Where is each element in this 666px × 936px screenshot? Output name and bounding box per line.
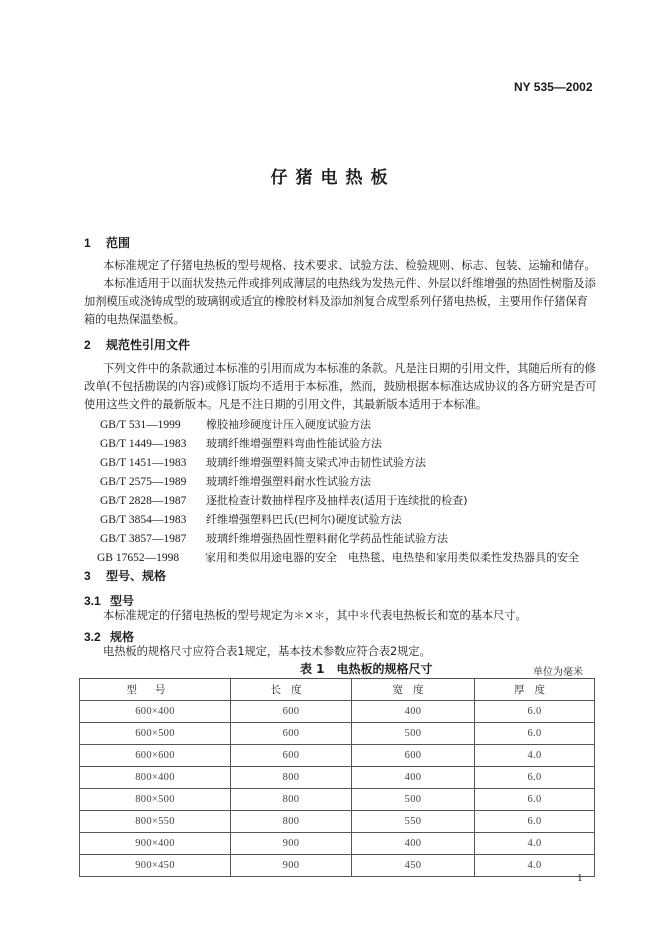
cell-thickness: 6.0 <box>475 789 595 811</box>
section-title: 规格 <box>110 630 135 644</box>
table-caption: 表 1 电热板的规格尺寸 <box>300 662 433 676</box>
reference-code: GB/T 2575—1989 <box>100 476 187 488</box>
section-2-heading <box>84 336 190 353</box>
page-number: 1 <box>577 872 583 884</box>
table-row <box>80 855 595 877</box>
section-2-paragraph-1: 下列文件中的条款通过本标准的引用而成为本标准的条款。凡是注日期的引用文件，其随后所有的修改单(不包括勘误的内容)或修订版均不适用于本标准，然而，鼓励根据本标准达成协议的各方研究是否可使用这些文件的最新版本。凡是不注日期的引用文件，其最新版本适用于本标准。 <box>84 362 597 411</box>
cell-thickness: 6.0 <box>475 723 595 745</box>
cell-model: 900×450 <box>80 855 231 877</box>
table-unit-note: 单位为毫米 <box>533 667 583 678</box>
reference-item <box>100 510 579 529</box>
reference-code: GB 17652—1998 <box>97 552 180 564</box>
reference-title: 纤维增强塑料巴氏(巴柯尔)硬度试验方法 <box>206 513 402 526</box>
reference-title: 玻璃纤维增强热固性塑料耐化学药品性能试验方法 <box>206 532 448 545</box>
section-number: 3 <box>84 569 91 583</box>
reference-title: 玻璃纤维增强塑料简支梁式冲击韧性试验方法 <box>206 456 426 469</box>
reference-title: 玻璃纤维增强塑料弯曲性能试验方法 <box>206 437 382 450</box>
reference-item <box>100 434 579 453</box>
cell-length: 600 <box>231 745 352 767</box>
reference-item <box>97 548 579 567</box>
cell-thickness: 6.0 <box>475 767 595 789</box>
section-number: 3.1 <box>84 594 101 608</box>
reference-code: GB/T 1449—1983 <box>100 438 187 450</box>
cell-thickness: 6.0 <box>475 701 595 723</box>
cell-length: 600 <box>231 723 352 745</box>
column-header-thickness: 厚度 <box>475 679 595 701</box>
section-title: 规范性引用文件 <box>106 338 191 352</box>
document-code: NY 535—2002 <box>514 80 593 94</box>
cell-length: 800 <box>231 767 352 789</box>
cell-thickness: 4.0 <box>475 833 595 855</box>
cell-width: 550 <box>352 811 475 833</box>
table-row <box>80 811 595 833</box>
reference-code: GB/T 1451—1983 <box>100 457 187 469</box>
reference-item <box>100 415 579 434</box>
table-row <box>80 767 595 789</box>
section-1-paragraph-1: 本标准规定了仔猪电热板的型号规格、技术要求、试验方法、检验规则、标志、包装、运输和储存。 <box>103 259 596 272</box>
reference-code: GB/T 531—1999 <box>100 419 181 431</box>
cell-thickness: 6.0 <box>475 811 595 833</box>
section-number: 3.2 <box>84 630 101 644</box>
cell-thickness: 4.0 <box>475 855 595 877</box>
cell-width: 400 <box>352 701 475 723</box>
section-title: 型号 <box>110 594 135 608</box>
section-number: 1 <box>84 236 91 250</box>
reference-list <box>97 415 579 567</box>
cell-model: 800×400 <box>80 767 231 789</box>
column-header-model: 型号 <box>80 679 231 701</box>
reference-item <box>100 491 579 510</box>
section-number: 2 <box>84 338 91 352</box>
cell-model: 800×550 <box>80 811 231 833</box>
reference-title: 家用和类似用途电器的安全 电热毯、电热垫和家用类似柔性发热器具的安全 <box>205 551 579 564</box>
reference-item <box>100 472 579 491</box>
cell-length: 900 <box>231 855 352 877</box>
cell-length: 600 <box>231 701 352 723</box>
reference-title: 逐批检查计数抽样程序及抽样表(适用于连续批的检查) <box>206 494 468 507</box>
reference-title: 橡胶袖珍硬度计压入硬度试验方法 <box>206 418 371 431</box>
cell-width: 400 <box>352 833 475 855</box>
cell-width: 600 <box>352 745 475 767</box>
reference-code: GB/T 3857—1987 <box>100 533 187 545</box>
section-1-paragraph-2: 本标准适用于以面状发热元件或排列成薄层的电热线为发热元件、外层以纤维增强的热固性树脂及添加剂模压或浇铸成型的玻璃钢或适宜的橡胶材料及添加剂复合成型系列仔猪电热板，主要用作仔猪保育箱的电热保温垫板。 <box>84 277 596 326</box>
document-title: 仔猪电热板 <box>270 168 396 188</box>
section-title: 范围 <box>106 236 131 250</box>
cell-model: 900×400 <box>80 833 231 855</box>
column-header-width: 宽度 <box>352 679 475 701</box>
table-row <box>80 701 595 723</box>
cell-width: 500 <box>352 789 475 811</box>
cell-model: 600×500 <box>80 723 231 745</box>
table-row <box>80 789 595 811</box>
cell-model: 600×400 <box>80 701 231 723</box>
reference-code: GB/T 3854—1983 <box>100 514 187 526</box>
reference-item <box>100 529 579 548</box>
cell-length: 900 <box>231 833 352 855</box>
section-3-1-paragraph: 本标准规定的仔猪电热板的型号规定为＊×＊，其中＊代表电热板长和宽的基本尺寸。 <box>103 609 527 622</box>
cell-width: 400 <box>352 767 475 789</box>
cell-model: 800×500 <box>80 789 231 811</box>
reference-code: GB/T 2828—1987 <box>100 495 187 507</box>
table-row <box>80 833 595 855</box>
section-3-2-paragraph: 电热板的规格尺寸应符合表1规定，基本技术参数应符合表2规定。 <box>103 645 431 658</box>
cell-length: 800 <box>231 811 352 833</box>
spec-table <box>79 678 595 877</box>
cell-thickness: 4.0 <box>475 745 595 767</box>
column-header-length: 长度 <box>231 679 352 701</box>
section-1-heading <box>84 234 130 251</box>
table-row <box>80 745 595 767</box>
table-row <box>80 723 595 745</box>
cell-length: 800 <box>231 789 352 811</box>
reference-item <box>100 453 579 472</box>
section-3-heading <box>84 567 166 584</box>
section-title: 型号、规格 <box>106 569 167 583</box>
reference-title: 玻璃纤维增强塑料耐水性试验方法 <box>206 475 371 488</box>
table-header-row <box>80 679 595 701</box>
cell-width: 450 <box>352 855 475 877</box>
cell-model: 600×600 <box>80 745 231 767</box>
cell-width: 500 <box>352 723 475 745</box>
